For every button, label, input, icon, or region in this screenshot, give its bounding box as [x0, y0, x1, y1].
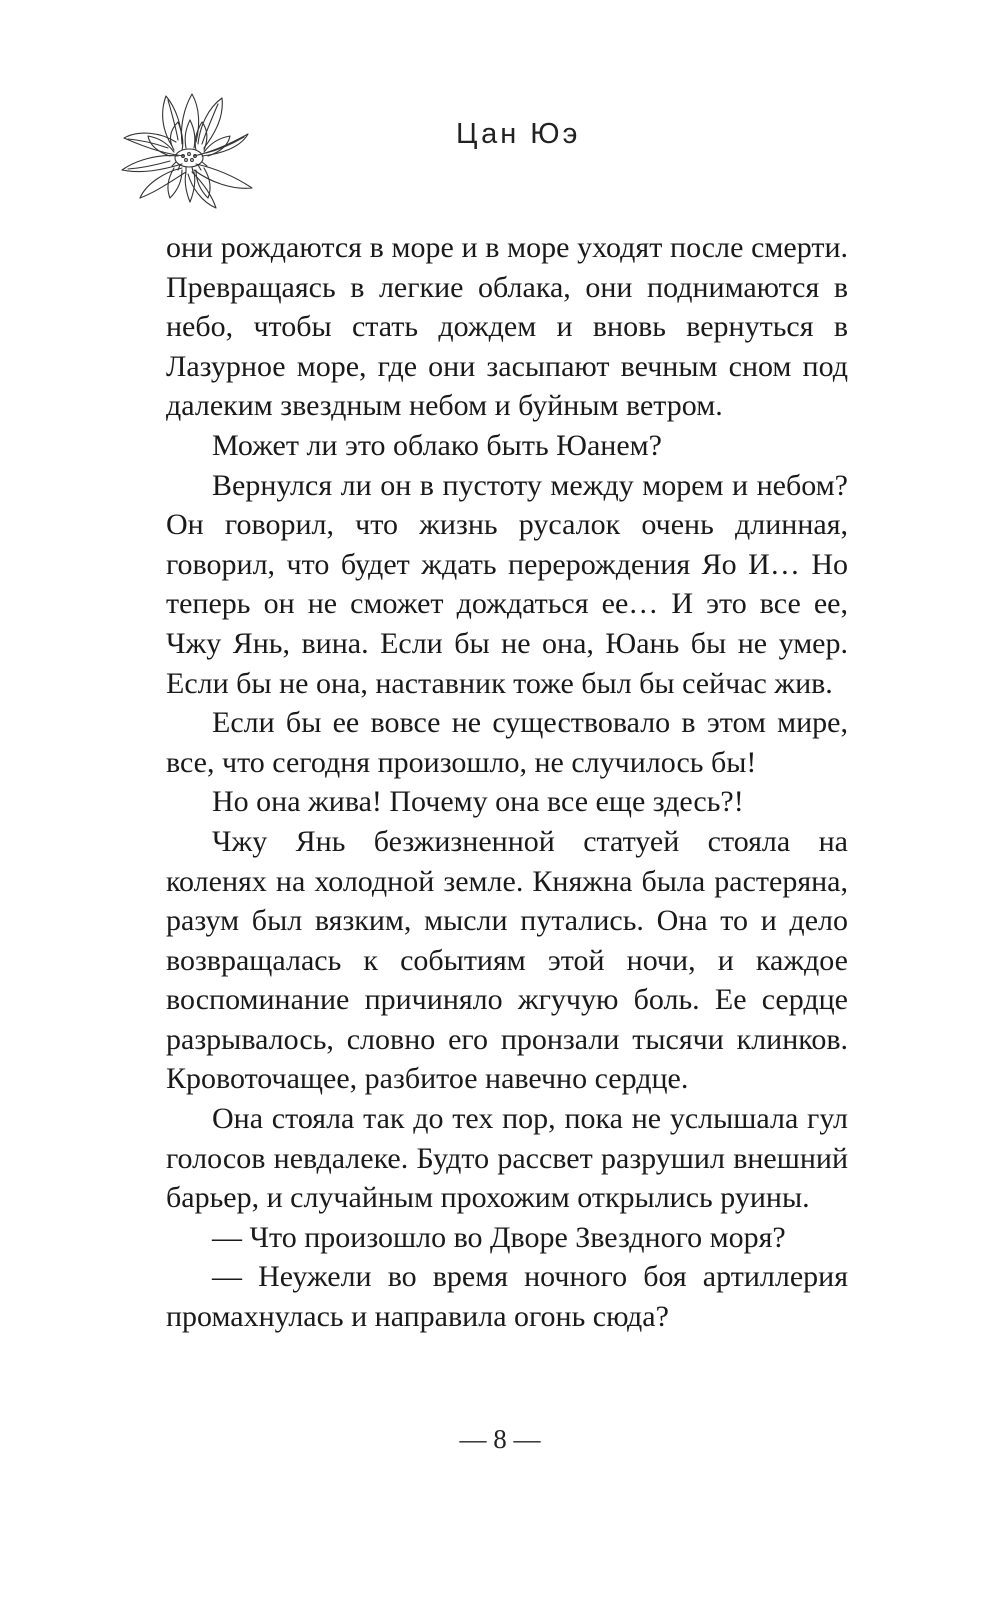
- paragraph: Вернулся ли он в пустоту между морем и небом? Он говорил, что жизнь русалок очень длинная, говорил, что будет ждать перерождения Яо И… Но теперь он не сможет дождаться ее… И это все ее, Чжу Янь, вина. Если бы не она, Юань бы не умер. Если бы не она, наставник тоже был бы сейчас жив.: [166, 468, 848, 700]
- paragraph: Она стояла так до тех пор, пока не услышала гул голосов невдалеке. Будто рассвет разрушил внешний барьер, и случайным прохожим открылись руины.: [166, 1102, 848, 1215]
- paragraph: Если бы ее вовсе не существовало в этом мире, все, что сегодня произошло, не случилось бы!: [166, 706, 848, 779]
- page-number: — 8 —: [459, 1424, 541, 1454]
- dialogue-line: — Неужели во время ночного боя артиллерия промахнулась и направила огонь сюда?: [166, 1260, 848, 1334]
- paragraph: Может ли это облако быть Юанем?: [212, 428, 662, 462]
- running-head-author: Цан Юэ: [456, 118, 581, 150]
- paragraph: Чжу Янь безжизненной статуей стояла на коленях на холодной земле. Княжна была растеряна, разум был вязким, мысли путались. Она то и дело возвращалась к событиям этой ночи, и каждое воспоминание причиняло жгучую боль. Ее сердце разрывалось, словно его пронзали тысячи клинков. Кровоточащее, разбитое навечно сердце.: [166, 824, 848, 1096]
- body-text: [166, 228, 848, 1337]
- lotus-icon: [112, 90, 262, 210]
- paragraph: Но она жива! Почему она все еще здесь?!: [212, 785, 744, 819]
- dialogue-line: — Что произошло во Дворе Звездного моря?: [212, 1220, 786, 1254]
- paragraph: они рождаются в море и в море уходят после смерти. Превращаясь в легкие облака, они поднимаются в небо, чтобы стать дождем и вновь вернуться в Лазурное море, где они засыпают вечным сном под далеким звездным небом и буйным ветром.: [166, 231, 848, 423]
